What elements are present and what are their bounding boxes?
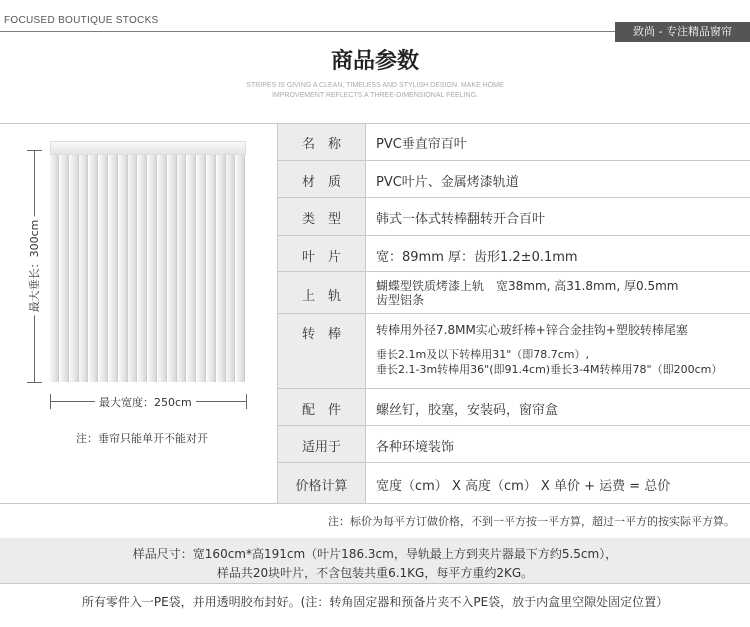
price-note: 注：标价为每平方订做价格，不到一平方按一平方算，超过一平方的按实际平方算。 xyxy=(328,515,735,528)
curtain-rail-image xyxy=(50,141,246,155)
sample-weight-line: 样品共20块叶片，不含包装共重6.1KG，每平方重约2KG。 xyxy=(216,566,534,580)
table-bottom-rule xyxy=(0,503,750,504)
curtain-slat xyxy=(217,155,226,382)
spec-row-divider xyxy=(278,388,750,389)
spec-value-wand-line-3: 垂长2.1-3m转棒用36"(即91.4cm)垂长3-4M转棒用78"（即200cm） xyxy=(376,363,723,376)
curtain-slat xyxy=(226,155,235,382)
curtain-slat xyxy=(89,155,98,382)
spec-row-divider xyxy=(278,425,750,426)
subtitle-line-2: IMPROVEMENT REFLECTS A THREE-DIMENSIONAL FEELING. xyxy=(271,92,479,99)
curtain-slat xyxy=(177,155,186,382)
spec-value-usage: 各种环境装饰 xyxy=(376,440,455,455)
curtain-slat xyxy=(148,155,157,382)
curtain-slat xyxy=(197,155,206,382)
width-dimension-cap-left xyxy=(50,394,51,409)
spec-value-wand-line-2: 垂长2.1m及以下转棒用31"（即78.7cm）, xyxy=(376,348,590,361)
curtain-slat xyxy=(236,155,245,382)
packing-note: 所有零件入一PE袋，并用透明胶布封好。(注：转角固定器和预备片夹不入PE袋，放于内盒里空隙处固定位置） xyxy=(81,595,669,609)
subtitle-line-1: STRIPES IS GIVING A CLEAN, TIMELESS AND STYLISH DESIGN. MAKE HOME xyxy=(246,82,504,89)
footer-rule xyxy=(0,583,750,584)
curtain-slat xyxy=(207,155,216,382)
curtain-slat xyxy=(60,155,69,382)
spec-label-price: 价格计算 xyxy=(295,479,348,494)
curtain-slat xyxy=(79,155,88,382)
spec-row-divider xyxy=(278,271,750,272)
height-dimension-cap-bottom xyxy=(27,382,42,383)
height-dimension-cap-top xyxy=(27,150,42,151)
brand-text: FOCUSED BOUTIQUE STOCKS xyxy=(4,15,159,26)
curtain-slat xyxy=(168,155,177,382)
spec-value-name: PVC垂直帘百叶 xyxy=(376,137,467,152)
spec-row-divider xyxy=(278,160,750,161)
spec-value-wand-line-1: 转棒用外径7.8MM实心玻纤棒+锌合金挂钩+塑胶转棒尾塞 xyxy=(376,323,688,337)
width-dimension-cap-right xyxy=(246,394,247,409)
spec-value-material: PVC叶片、金属烤漆轨道 xyxy=(376,175,519,190)
spec-value-blade: 宽：89mm 厚：齿形1.2±0.1mm xyxy=(376,250,578,265)
spec-label-name: 名 称 xyxy=(301,137,341,152)
curtain-slat xyxy=(70,155,79,382)
curtain-slat xyxy=(158,155,167,382)
spec-row-divider xyxy=(278,313,750,314)
spec-row-divider xyxy=(278,462,750,463)
opening-note: 注：垂帘只能单开不能对开 xyxy=(76,432,208,445)
slogan-badge: 致尚 - 专注精品窗帘 xyxy=(615,22,750,42)
header-rule xyxy=(0,31,615,32)
curtain-slat xyxy=(99,155,108,382)
spec-label-material: 材 质 xyxy=(301,175,341,190)
curtain-slat xyxy=(138,155,147,382)
curtain-slats-image xyxy=(50,155,246,382)
spec-label-blade: 叶 片 xyxy=(301,250,341,265)
spec-label-accessories: 配 件 xyxy=(301,403,341,418)
spec-label-type: 类 型 xyxy=(301,212,341,227)
page-title: 商品参数 xyxy=(330,49,419,74)
spec-label-rail: 上 轨 xyxy=(301,289,341,304)
spec-row-divider xyxy=(278,197,750,198)
spec-value-price: 宽度（cm） X 高度（cm） X 单价 + 运费 = 总价 xyxy=(376,479,671,494)
spec-label-wand: 转 棒 xyxy=(301,327,341,342)
spec-value-rail-line-1: 蝴蝶型铁质烤漆上轨 宽38mm, 高31.8mm, 厚0.5mm xyxy=(376,279,679,293)
spec-value-rail-line-2: 齿型铝条 xyxy=(376,293,425,307)
spec-value-rail xyxy=(376,279,678,307)
curtain-slat xyxy=(187,155,196,382)
max-width-label: 最大宽度：250cm xyxy=(95,394,196,410)
spec-row-divider xyxy=(278,235,750,236)
spec-value-wand-details xyxy=(376,347,722,377)
curtain-slat xyxy=(119,155,128,382)
max-height-label: 最大垂长：300cm xyxy=(26,217,42,316)
curtain-slat xyxy=(128,155,137,382)
spec-value-accessories: 螺丝钉，胶塞，安装码，窗帘盒 xyxy=(376,403,559,418)
page-subtitle xyxy=(0,81,750,101)
curtain-slat xyxy=(109,155,118,382)
sample-size-line: 样品尺寸：宽160cm*高191cm（叶片186.3cm，导轨最上方到夹片器最下方约5.5cm）， xyxy=(132,547,618,561)
spec-label-usage: 适用于 xyxy=(301,440,341,455)
curtain-slat xyxy=(50,155,59,382)
spec-value-type: 韩式一体式转棒翻转开合百叶 xyxy=(376,212,546,227)
